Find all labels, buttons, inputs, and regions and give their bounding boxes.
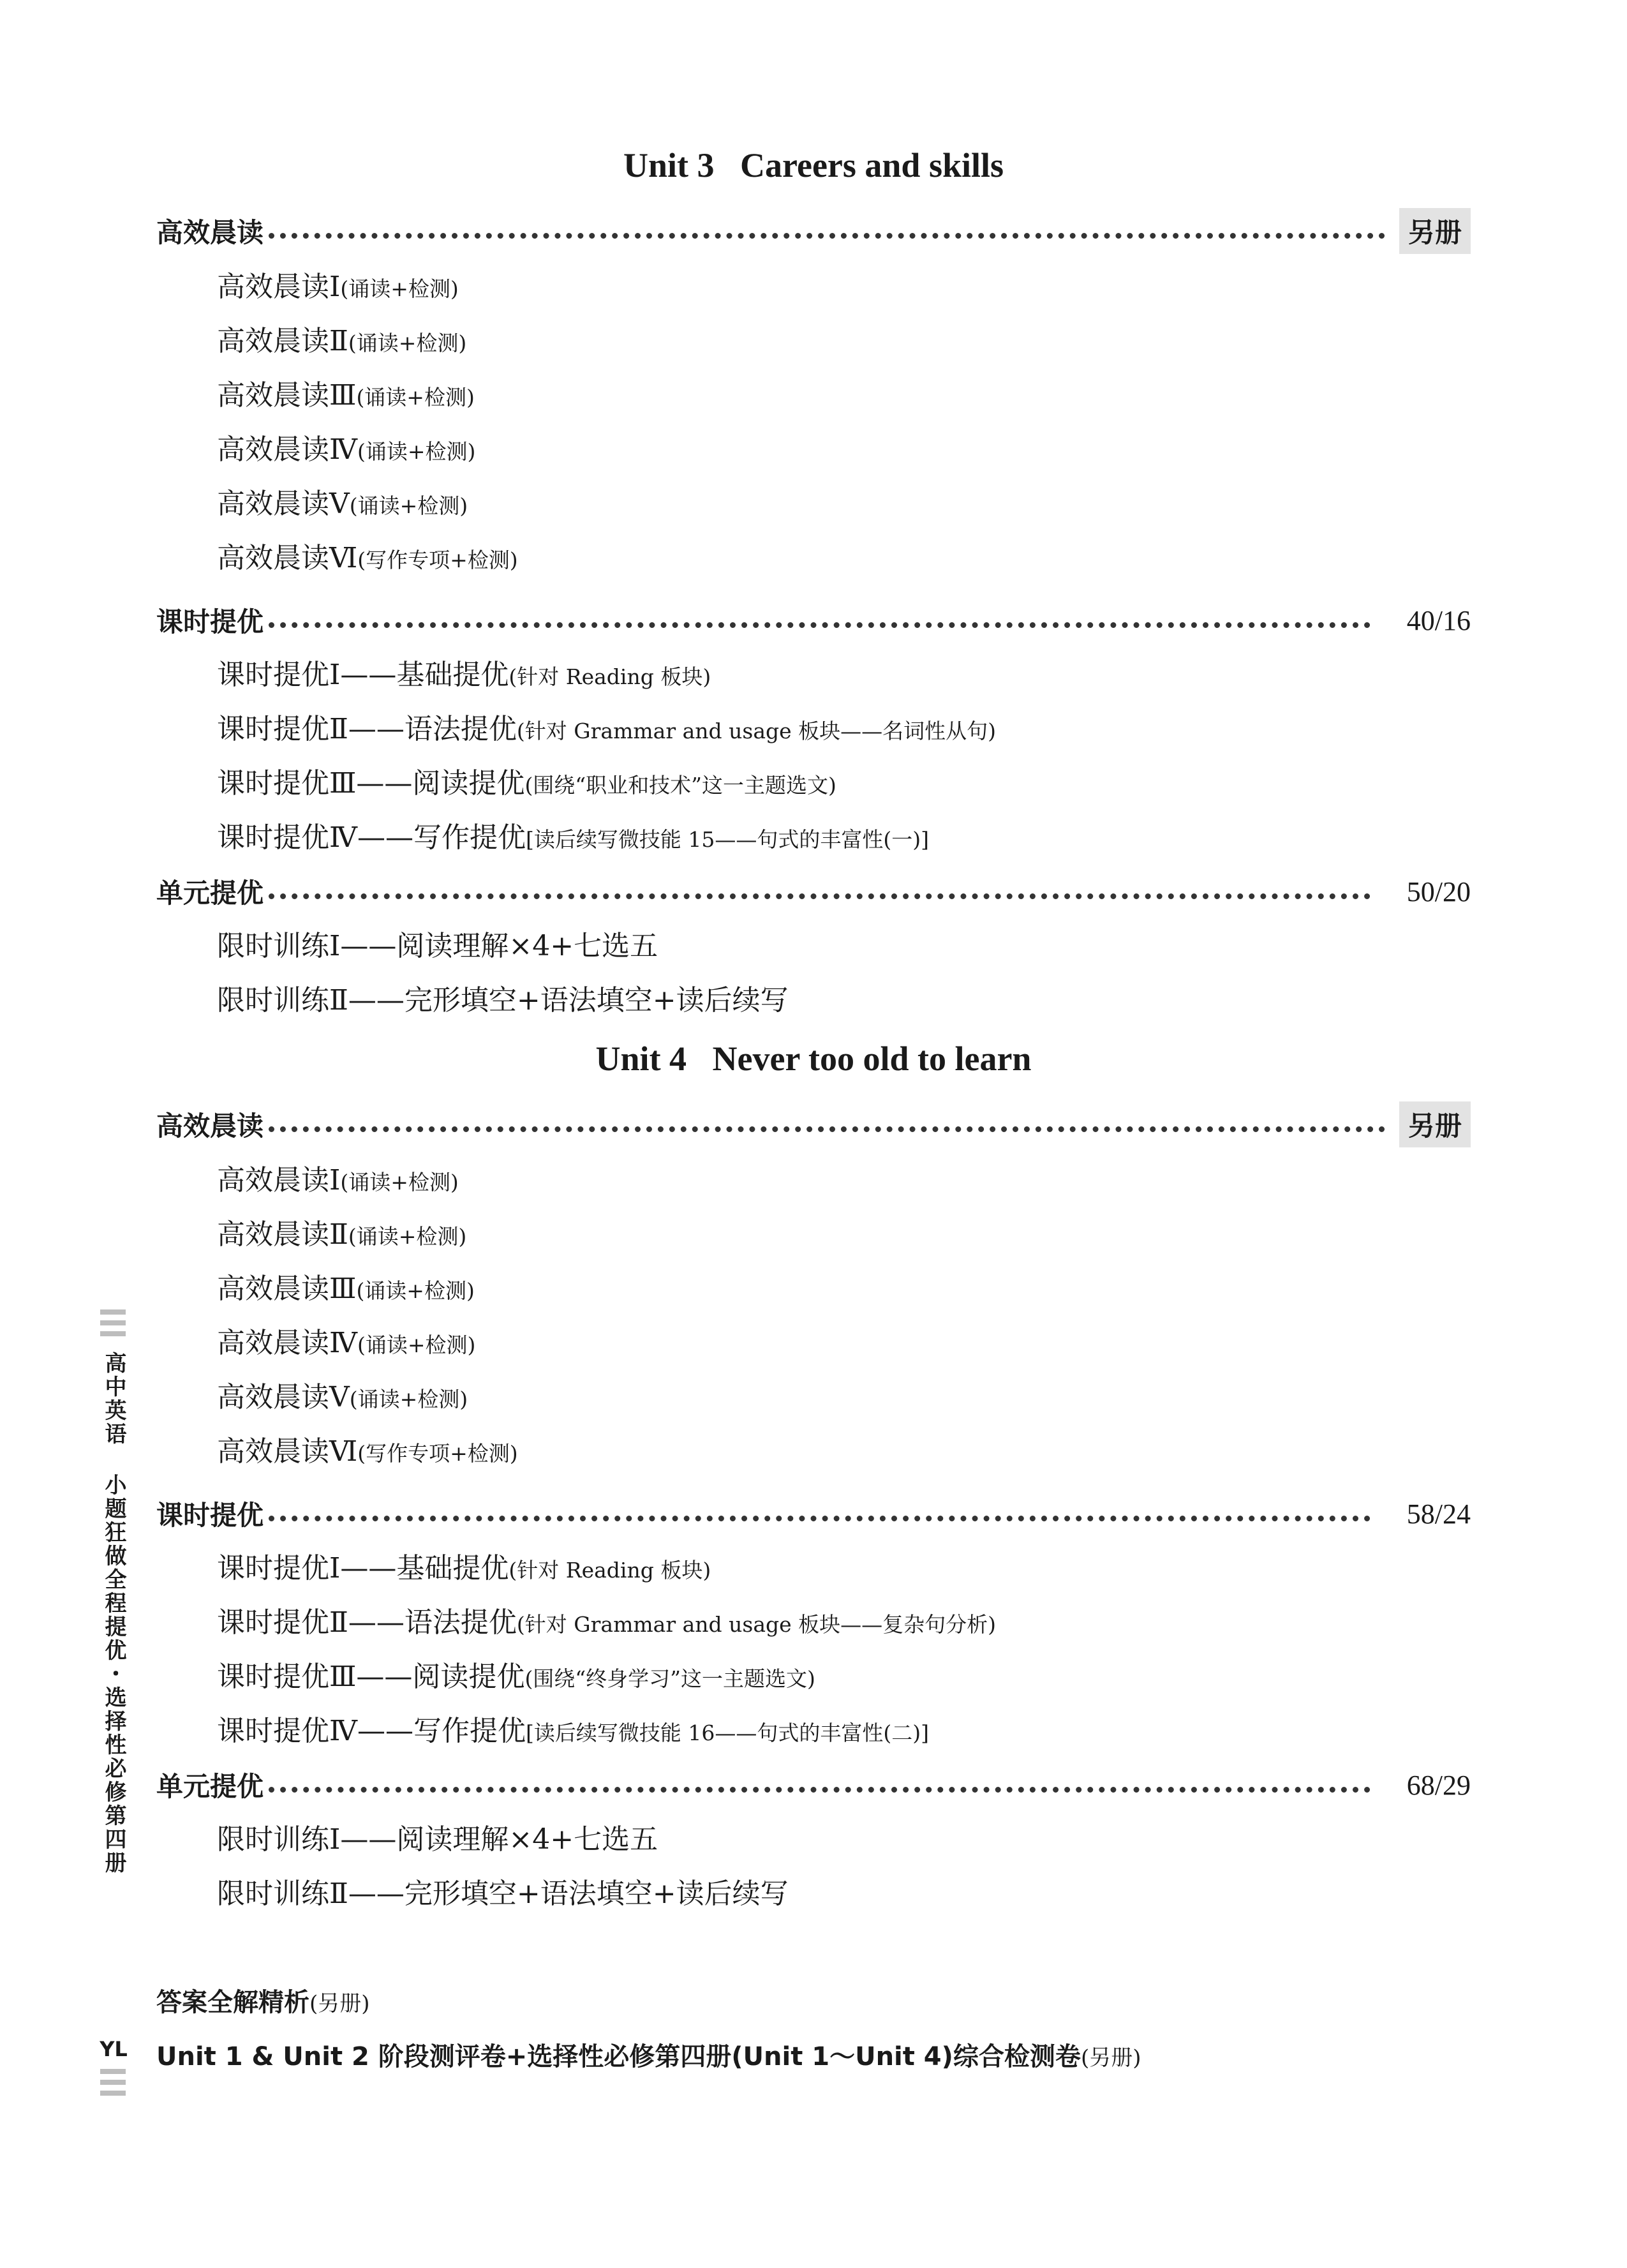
toc-item[interactable]	[217, 656, 711, 694]
item-note: (针对 Reading 板块)	[509, 664, 711, 689]
toc-item[interactable]	[217, 485, 468, 523]
item-title: 课时提优Ⅳ——写作提优	[217, 821, 526, 854]
dot-leader	[269, 1126, 1385, 1132]
unit-title: Unit 3 Careers and skills	[623, 146, 1004, 184]
item-title: 课时提优Ⅲ——阅读提优	[217, 1660, 525, 1693]
item-note: (诵读+检测)	[348, 331, 467, 355]
toc-item[interactable]	[217, 322, 466, 361]
item-note: (诵读+检测)	[356, 1278, 475, 1303]
toc-item[interactable]	[217, 1433, 518, 1471]
section-label: 单元提优	[156, 877, 264, 909]
item-title: 课时提优Ⅲ——阅读提优	[217, 767, 525, 800]
item-note: (诵读+检测)	[356, 385, 475, 410]
item-title: 高效晨读Ⅲ	[217, 1272, 357, 1305]
answers-note: (另册)	[309, 1991, 370, 2017]
item-title: 高效晨读Ⅰ	[217, 1164, 341, 1197]
toc-item[interactable]	[217, 981, 789, 1020]
item-title: 限时训练Ⅱ——完形填空+语法填空+读后续写	[217, 984, 789, 1017]
side-decoration-bottom	[100, 2069, 126, 2096]
answers-title: 答案全解精析	[156, 1988, 309, 2017]
item-note: (诵读+检测)	[349, 493, 468, 518]
toc-item[interactable]	[217, 1875, 789, 1913]
item-title: 限时训练Ⅱ——完形填空+语法填空+读后续写	[217, 1877, 789, 1910]
item-title: 高效晨读Ⅱ	[217, 1218, 348, 1251]
section-label: 课时提优	[156, 606, 264, 638]
dot-leader	[269, 893, 1371, 899]
section-label: 单元提优	[156, 1771, 264, 1802]
tests-title: Unit 1 & Unit 2 阶段测评卷+选择性必修第四册(Unit 1～Unit 4)综合检测卷	[156, 2042, 1081, 2071]
item-title: 课时提优Ⅰ——基础提优	[217, 1552, 509, 1585]
item-title: 限时训练Ⅰ——阅读理解×4+七选五	[217, 1823, 658, 1856]
answers-entry[interactable]	[156, 1983, 370, 2022]
toc-item[interactable]	[217, 1821, 658, 1859]
item-title: 高效晨读Ⅵ	[217, 542, 358, 574]
side-code: YL	[100, 2037, 128, 2061]
section-header[interactable]	[156, 211, 1471, 251]
dot-leader	[269, 1787, 1371, 1793]
section-header[interactable]	[156, 1493, 1471, 1534]
toc-item[interactable]	[217, 927, 658, 966]
side-book-title: 高中英语 小题狂做全程提优・选择性必修第四册	[101, 1352, 126, 1875]
item-title: 课时提优Ⅳ——写作提优	[217, 1715, 526, 1747]
item-note: (围绕“终身学习”这一主题选文)	[524, 1666, 815, 1691]
section-label: 课时提优	[156, 1500, 264, 1531]
item-note: (诵读+检测)	[340, 276, 459, 301]
page-number: 40/16	[1406, 604, 1471, 636]
side-decoration-top	[100, 1309, 126, 1336]
dot-leader	[269, 233, 1385, 239]
toc-item[interactable]	[217, 819, 929, 857]
separate-volume-tag: 另册	[1399, 208, 1471, 254]
toc-item[interactable]	[217, 431, 475, 469]
item-note: (写作专项+检测)	[357, 548, 518, 572]
dot-leader	[269, 622, 1371, 628]
item-note: (诵读+检测)	[348, 1224, 467, 1249]
item-note: (诵读+检测)	[349, 1387, 468, 1412]
item-title: 课时提优Ⅰ——基础提优	[217, 659, 509, 691]
toc-item[interactable]	[217, 1161, 459, 1200]
page-number: 68/29	[1406, 1769, 1471, 1801]
page-number: 50/20	[1406, 876, 1471, 907]
toc-item[interactable]	[217, 539, 518, 578]
item-title: 限时训练Ⅰ——阅读理解×4+七选五	[217, 930, 658, 962]
item-note: (写作专项+检测)	[357, 1441, 518, 1466]
item-title: 高效晨读Ⅲ	[217, 379, 357, 412]
section-label: 高效晨读	[156, 1110, 264, 1142]
toc-item[interactable]	[217, 710, 996, 749]
item-title: 高效晨读Ⅴ	[217, 1381, 350, 1414]
section-header[interactable]	[156, 871, 1471, 912]
item-title: 高效晨读Ⅵ	[217, 1435, 358, 1468]
toc-item[interactable]	[217, 377, 475, 415]
toc-item[interactable]	[217, 1216, 466, 1254]
toc-item[interactable]	[217, 268, 459, 306]
item-note: (诵读+检测)	[357, 1332, 476, 1357]
section-header[interactable]	[156, 1764, 1471, 1805]
item-title: 高效晨读Ⅱ	[217, 325, 348, 357]
item-note: (针对 Grammar and usage 板块——名词性从句)	[516, 719, 997, 743]
tests-entry[interactable]	[156, 2038, 1141, 2076]
toc-item[interactable]	[217, 1549, 711, 1588]
item-title: 高效晨读Ⅴ	[217, 488, 350, 520]
toc-item[interactable]	[217, 1712, 929, 1750]
item-title: 课时提优Ⅱ——语法提优	[217, 713, 517, 745]
item-title: 高效晨读Ⅰ	[217, 271, 341, 303]
separate-volume-tag: 另册	[1399, 1101, 1471, 1147]
toc-item[interactable]	[217, 1378, 468, 1417]
dot-leader	[269, 1516, 1371, 1521]
item-note: (诵读+检测)	[340, 1170, 459, 1195]
toc-item[interactable]	[217, 765, 836, 803]
section-header[interactable]	[156, 1104, 1471, 1145]
section-header[interactable]	[156, 600, 1471, 641]
item-note: (针对 Reading 板块)	[509, 1558, 711, 1583]
item-note: (围绕“职业和技术”这一主题选文)	[524, 773, 836, 798]
item-title: 高效晨读Ⅳ	[217, 1327, 357, 1359]
item-note: (针对 Grammar and usage 板块——复杂句分析)	[516, 1612, 997, 1637]
item-note: (诵读+检测)	[357, 439, 476, 464]
tests-note: (另册)	[1080, 2045, 1141, 2071]
item-title: 课时提优Ⅱ——语法提优	[217, 1606, 517, 1639]
page-number: 58/24	[1406, 1498, 1471, 1530]
unit-title: Unit 4 Never too old to learn	[595, 1040, 1032, 1078]
toc-item[interactable]	[217, 1270, 475, 1308]
item-title: 高效晨读Ⅳ	[217, 433, 357, 466]
toc-item[interactable]	[217, 1604, 996, 1642]
toc-item[interactable]	[217, 1324, 475, 1362]
section-label: 高效晨读	[156, 217, 264, 248]
item-note: [读后续写微技能 15——句式的丰富性(一)]	[525, 827, 929, 852]
item-note: [读后续写微技能 16——句式的丰富性(二)]	[525, 1720, 929, 1745]
toc-item[interactable]	[217, 1658, 815, 1696]
